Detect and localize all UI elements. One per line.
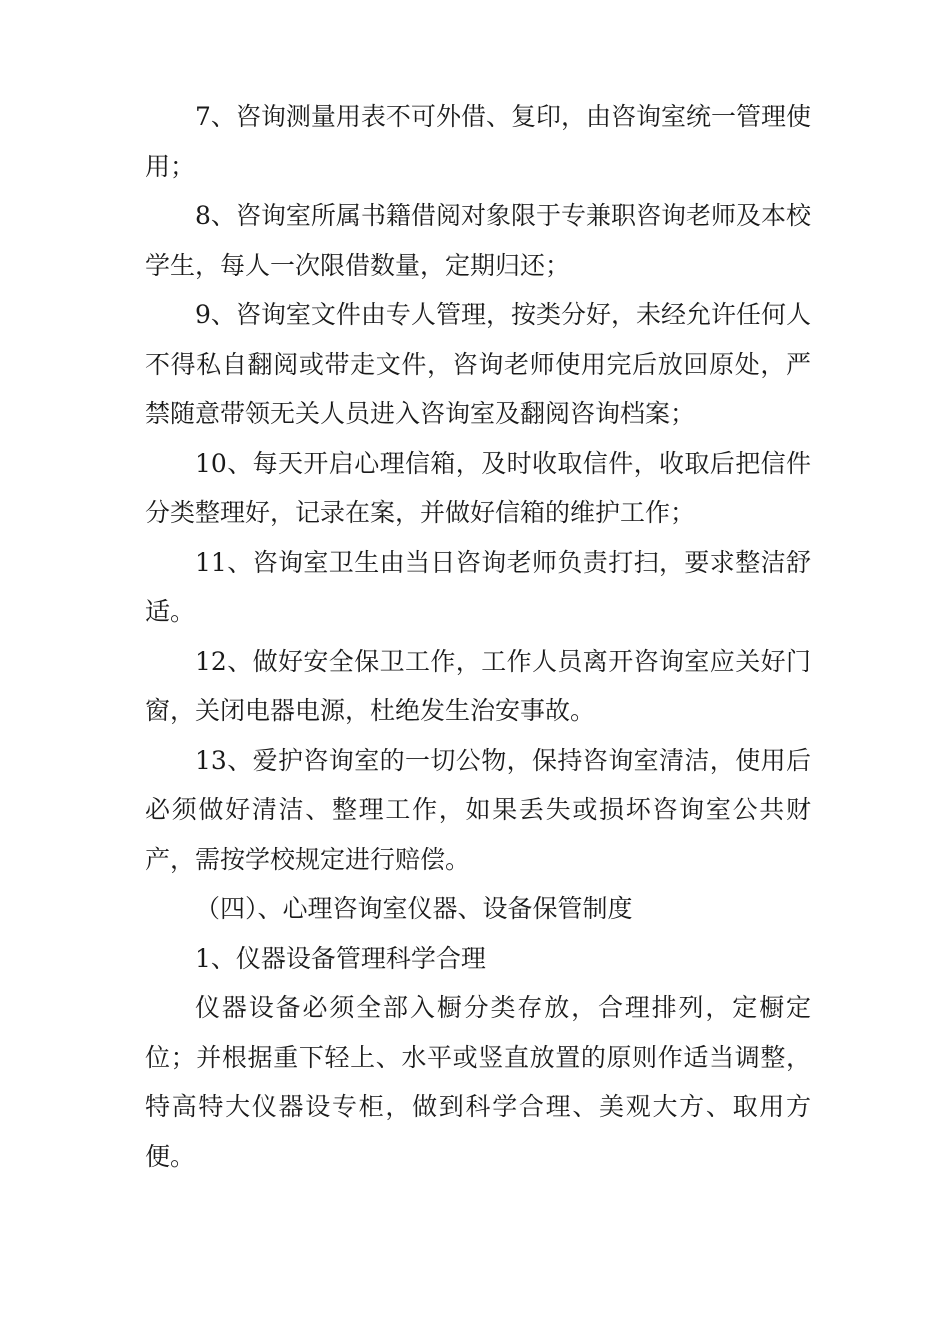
subsection-heading: 1、仪器设备管理科学合理: [195, 943, 486, 973]
document-body: [145, 92, 811, 1181]
paragraph-rule-9: 9、咨询室文件由专人管理，按类分好，未经允许任何人不得私自翻阅或带走文件，咨询老师使用完后放回原处，严禁随意带领无关人员进入咨询室及翻阅咨询档案；: [145, 300, 811, 428]
paragraph-rule-10: 10、每天开启心理信箱，及时收取信件，收取后把信件分类整理好，记录在案，并做好信箱的维护工作；: [145, 448, 811, 527]
paragraph-rule-11: 11、咨询室卫生由当日咨询老师负责打扫，要求整洁舒适。: [145, 547, 811, 626]
paragraph-rule-13: 13、爱护咨询室的一切公物，保持咨询室清洁，使用后必须做好清洁、整理工作，如果丢失或损坏咨询室公共财产，需按学校规定进行赔偿。: [145, 745, 811, 874]
paragraph-equipment-storage: 仪器设备必须全部入橱分类存放，合理排列，定橱定位；并根据重下轻上、水平或竖直放置的原则作适当调整，特高特大仪器设专柜，做到科学合理、美观大方、取用方便。: [145, 993, 811, 1171]
paragraph-rule-8: 8、咨询室所属书籍借阅对象限于专兼职咨询老师及本校学生，每人一次限借数量，定期归还；: [145, 201, 811, 280]
section-heading: （四）、心理咨询室仪器、设备保管制度: [195, 894, 633, 923]
paragraph-rule-7: 7、咨询测量用表不可外借、复印，由咨询室统一管理使用；: [145, 102, 811, 181]
paragraph-rule-12: 12、做好安全保卫工作，工作人员离开咨询室应关好门窗，关闭电器电源，杜绝发生治安事故。: [145, 646, 811, 725]
